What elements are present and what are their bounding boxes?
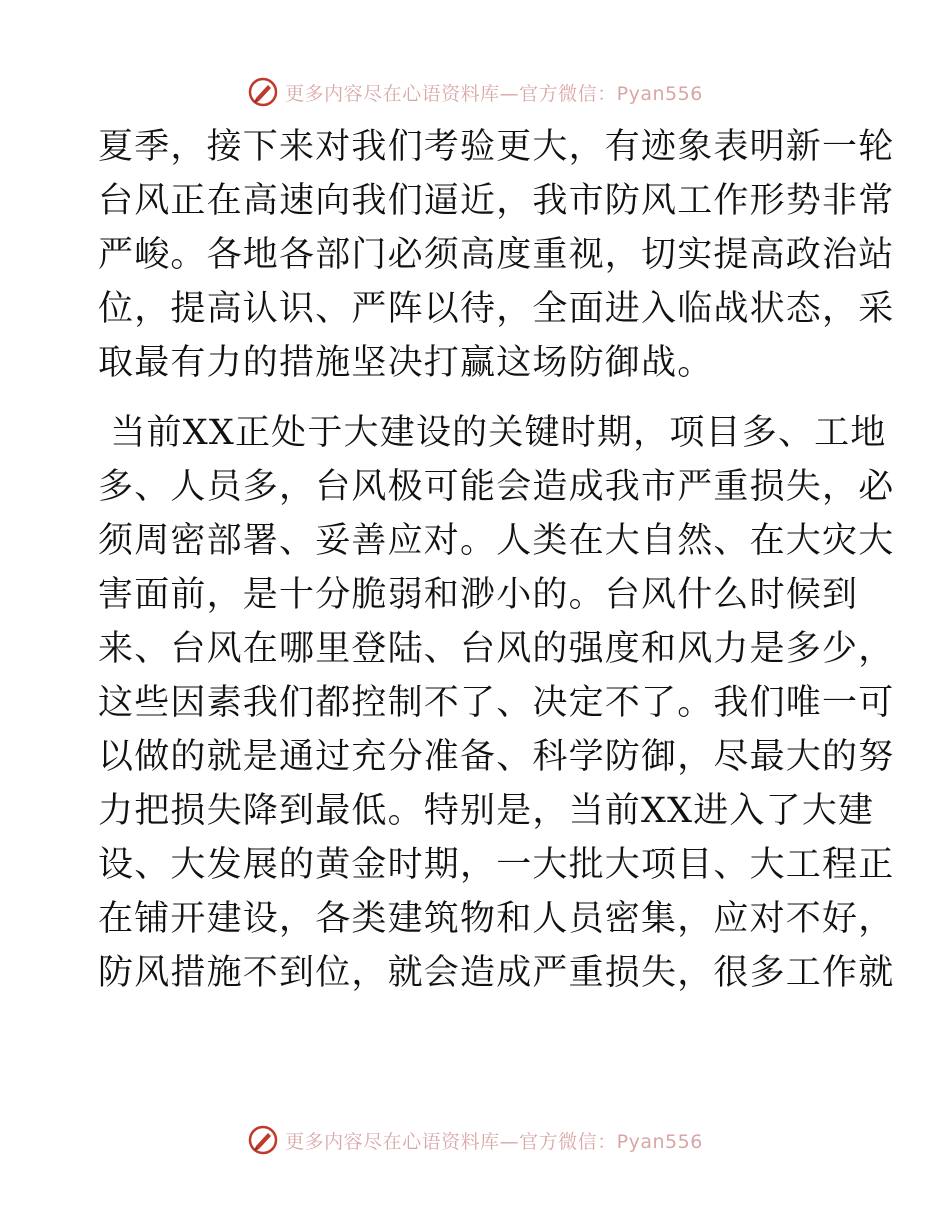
logo-icon	[247, 1124, 279, 1156]
text-line: 设、大发展的黄金时期，一大批大项目、大工程正	[98, 845, 895, 885]
text-line: 力把损失降到最低。特别是，当前XX进入了大建	[98, 791, 875, 831]
text-line: 严峻。各地各部门必须高度重视，切实提高政治站	[98, 235, 895, 275]
document-body	[98, 120, 895, 1000]
text-line: 来、台风在哪里登陆、台风的强度和风力是多少，	[98, 629, 895, 669]
text-line: 取最有力的措施坚决打赢这场防御战。	[98, 343, 714, 383]
text-line: 当前XX正处于大建设的关键时期，项目多、工地	[98, 413, 887, 453]
text-line: 在铺开建设，各类建筑物和人员密集，应对不好，	[98, 899, 895, 939]
text-line: 夏季，接下来对我们考验更大，有迹象表明新一轮	[98, 127, 895, 167]
text-line: 这些因素我们都控制不了、决定不了。我们唯一可	[98, 683, 895, 723]
logo-icon	[247, 76, 279, 108]
text-line: 位，提高认识、严阵以待，全面进入临战状态，采	[98, 289, 895, 329]
text-line: 以做的就是通过充分准备、科学防御，尽最大的努	[98, 737, 895, 777]
text-line: 多、人员多，台风极可能会造成我市严重损失，必	[98, 467, 895, 507]
text-line: 害面前，是十分脆弱和渺小的。台风什么时候到	[98, 575, 859, 615]
paragraph-1	[98, 120, 895, 390]
paragraph-2	[98, 406, 895, 1000]
header-banner	[0, 72, 950, 112]
text-line: 台风正在高速向我们逼近，我市防风工作形势非常	[98, 181, 895, 221]
footer-banner	[0, 1120, 950, 1160]
text-line: 须周密部署、妥善应对。人类在大自然、在大灾大	[98, 521, 895, 561]
footer-banner-text: 更多内容尽在心语资料库—官方微信：Pyan556	[285, 1130, 703, 1153]
header-banner-text: 更多内容尽在心语资料库—官方微信：Pyan556	[285, 82, 703, 105]
text-line: 防风措施不到位，就会造成严重损失，很多工作就	[98, 953, 895, 993]
